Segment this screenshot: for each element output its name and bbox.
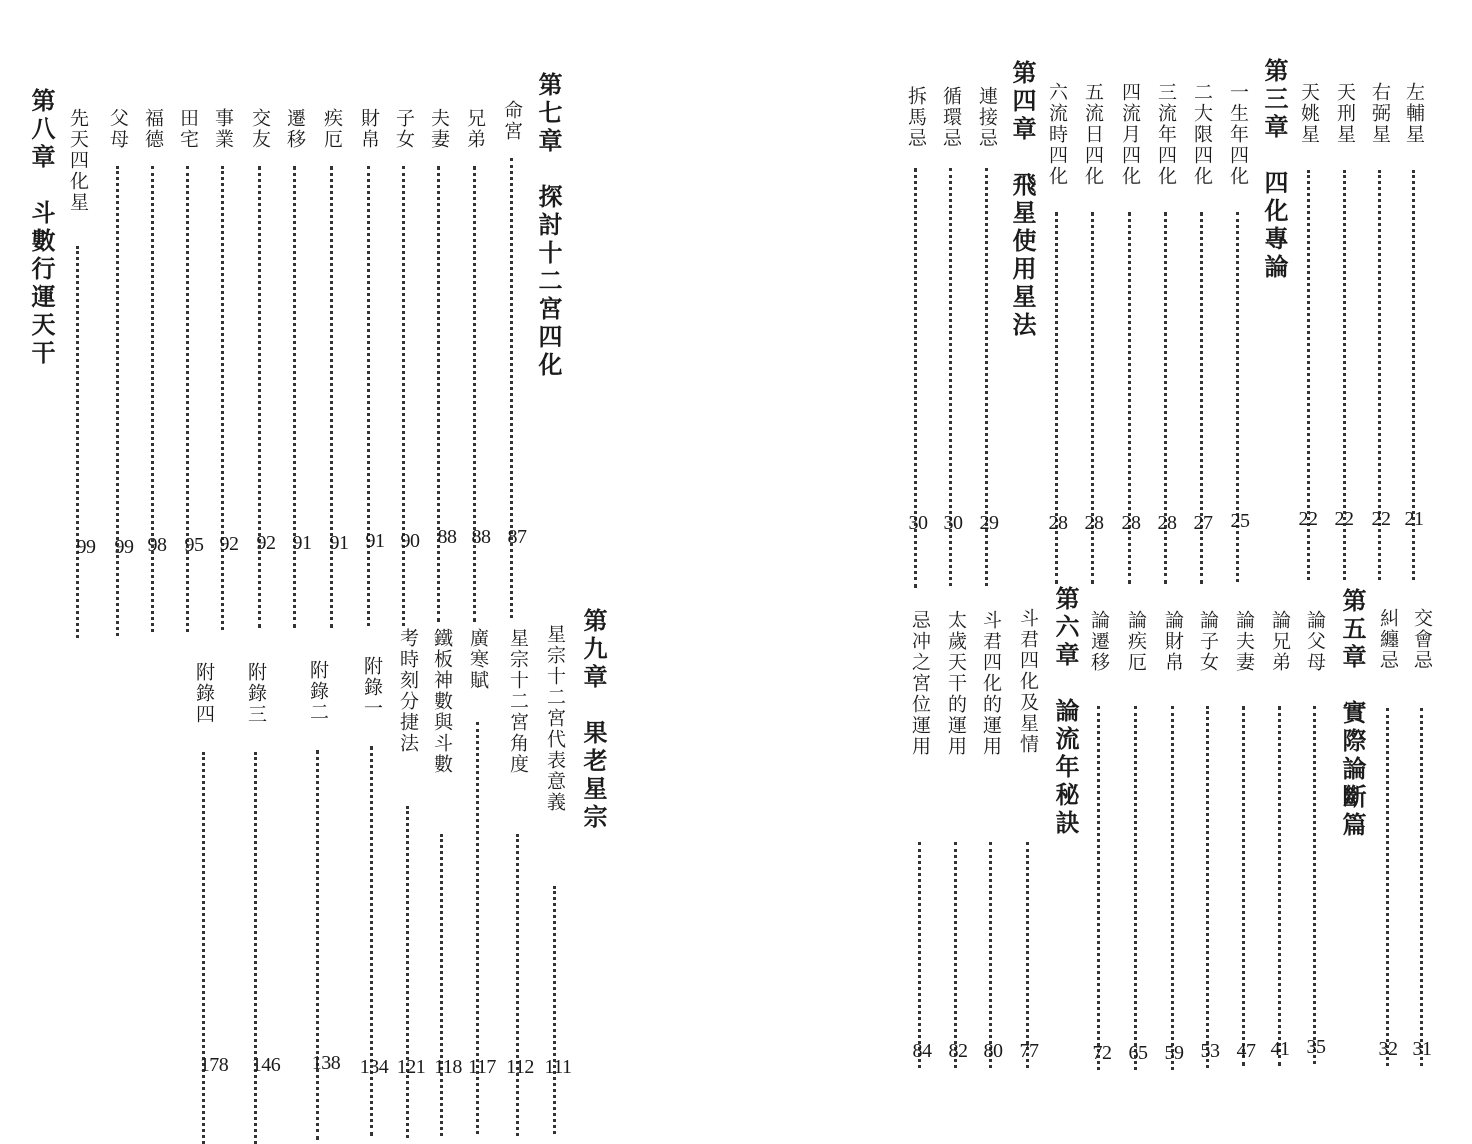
leader-dots (1386, 708, 1389, 1066)
toc-entry-label: 附錄三 (245, 662, 267, 725)
toc-page-number: 32 (1378, 1038, 1398, 1060)
leader-dots (293, 166, 296, 628)
toc-page-number: 28 (1084, 512, 1104, 534)
leader-dots (954, 842, 957, 1068)
toc-page-number: 84 (912, 1040, 932, 1062)
toc-entry-label: 天刑星 (1334, 82, 1356, 145)
leader-dots (367, 166, 370, 626)
toc-page-number: 22 (1371, 508, 1391, 530)
toc-entry-label: 財帛 (358, 108, 380, 150)
leader-dots (553, 886, 556, 1134)
toc-entry-label: 天姚星 (1298, 82, 1320, 145)
toc-page-number: 59 (1164, 1042, 1184, 1064)
toc-entry-label: 廣寒賦 (467, 628, 489, 691)
toc-page-number: 22 (1298, 508, 1318, 530)
toc-page-number: 134 (359, 1056, 389, 1078)
toc-entry-label: 三流年四化 (1155, 82, 1177, 187)
toc-page-number: 29 (979, 512, 999, 534)
toc-page-number: 117 (468, 1056, 496, 1078)
toc-entry-label: 一生年四化 (1227, 82, 1249, 187)
toc-page-number: 95 (184, 534, 204, 556)
toc-page-number: 88 (437, 526, 457, 548)
toc-entry-label: 附錄二 (307, 660, 329, 723)
toc-page-number: 35 (1306, 1036, 1326, 1058)
toc-quadrant-bottom-right: 忌冲之宮位運用 84 太歲天干的運用 82 斗君四化的運用 80 斗君四化及星情 77 第六章 論流年秘訣 論遷移 72 論疾厄 65 論財帛 59 論子女 53 論夫妻 47 論兄弟 41 論父母 35 第五章 實際論斷篇 糾纏忌 32 交會忌 31 (880, 570, 1472, 1090)
toc-page-number: 25 (1230, 510, 1250, 532)
toc-page-number: 53 (1200, 1040, 1220, 1062)
toc-page-number: 98 (147, 534, 167, 556)
toc-page-number: 88 (471, 526, 491, 548)
leader-dots (1134, 706, 1137, 1070)
leader-dots (1313, 706, 1316, 1064)
toc-page-number: 65 (1128, 1042, 1148, 1064)
toc-entry-label: 忌冲之宮位運用 (909, 610, 931, 757)
leader-dots (202, 752, 205, 1144)
leader-dots (1278, 706, 1281, 1066)
toc-entry-label: 附錄一 (361, 656, 383, 719)
toc-page-number: 91 (292, 532, 312, 554)
toc-page-number: 31 (1412, 1038, 1432, 1060)
leader-dots (221, 166, 224, 630)
leader-dots (473, 166, 476, 622)
toc-page-number: 28 (1157, 512, 1177, 534)
toc-page-number: 22 (1334, 508, 1354, 530)
toc-entry-label: 遷移 (284, 108, 306, 150)
toc-entry-label: 右弼星 (1369, 82, 1391, 145)
leader-dots (1171, 706, 1174, 1070)
toc-page-number: 41 (1270, 1038, 1290, 1060)
toc-page-number: 30 (908, 512, 928, 534)
toc-page-number: 121 (396, 1056, 426, 1078)
leader-dots (330, 166, 333, 628)
toc-entry-label: 事業 (212, 108, 234, 150)
leader-dots (316, 750, 319, 1140)
toc-quadrant-bottom-left: 附錄四 178 附錄三 146 附錄二 138 附錄一 134 考時刻分捷法 121 鐵板神數與斗數 118 廣寒賦 117 星宗十二宮角度 112 星宗十二宮代表意義 111 第九章 果老星宗 (0, 570, 640, 1090)
toc-entry-label: 斗君四化的運用 (980, 610, 1002, 757)
toc-entry-label: 星宗十二宮角度 (507, 628, 529, 775)
toc-entry-label: 論子女 (1197, 610, 1219, 673)
toc-quadrant-top-right: 拆馬忌 30 循環忌 30 連接忌 29 第四章 飛星使用星法 六流時四化 28 五流日四化 28 四流月四化 28 三流年四化 28 二大限四化 27 一生年四化 25 第三章 四化專論 天姚星 22 天刑星 22 右弼星 22 左輔星 21 (880, 0, 1472, 560)
toc-entry-label: 田宅 (177, 108, 199, 150)
toc-entry-label: 夫妻 (428, 108, 450, 150)
toc-entry-label: 論父母 (1304, 610, 1326, 673)
leader-dots (1242, 706, 1245, 1066)
toc-page-number: 91 (329, 532, 349, 554)
toc-entry-label: 循環忌 (940, 86, 962, 149)
toc-page-number: 92 (256, 532, 276, 554)
toc-entry-label: 論兄弟 (1269, 610, 1291, 673)
leader-dots (116, 166, 119, 636)
leader-dots (440, 834, 443, 1136)
toc-entry-label: 六流時四化 (1046, 82, 1068, 187)
toc-page-number: 178 (199, 1054, 229, 1076)
toc-entry-label: 命宮 (501, 100, 523, 142)
toc-page-number: 30 (943, 512, 963, 534)
leader-dots (1420, 708, 1423, 1066)
toc-entry-label: 連接忌 (976, 86, 998, 149)
toc-entry-label: 論夫妻 (1233, 610, 1255, 673)
toc-entry-label: 父母 (107, 108, 129, 150)
leader-dots (1026, 842, 1029, 1068)
toc-page-number: 91 (365, 530, 385, 552)
leader-dots (516, 834, 519, 1136)
toc-page-number: 99 (76, 536, 96, 558)
toc-page-number: 21 (1404, 508, 1424, 530)
toc-page-number: 111 (544, 1056, 572, 1078)
leader-dots (402, 166, 405, 626)
toc-entry-label: 左輔星 (1403, 82, 1425, 145)
toc-page-number: 77 (1019, 1040, 1039, 1062)
toc-page-number: 72 (1092, 1042, 1112, 1064)
toc-entry-label: 先天四化星 (67, 108, 89, 213)
toc-page-number: 28 (1048, 512, 1068, 534)
leader-dots (989, 842, 992, 1068)
toc-page-number: 146 (251, 1054, 281, 1076)
toc-entry-label: 交友 (249, 108, 271, 150)
leader-dots (918, 842, 921, 1068)
leader-dots (151, 166, 154, 632)
leader-dots (186, 166, 189, 632)
toc-entry-label: 星宗十二宮代表意義 (544, 624, 566, 813)
toc-entry-label: 糾纏忌 (1377, 608, 1399, 671)
leader-dots (254, 752, 257, 1144)
leader-dots (510, 158, 513, 618)
toc-page-number: 28 (1121, 512, 1141, 534)
toc-entry-label: 福德 (142, 108, 164, 150)
toc-entry-label: 論疾厄 (1125, 610, 1147, 673)
toc-entry-label: 二大限四化 (1191, 82, 1213, 187)
toc-page-number: 99 (114, 536, 134, 558)
toc-entry-label: 拆馬忌 (905, 86, 927, 149)
toc-page-number: 118 (434, 1056, 462, 1078)
toc-entry-label: 斗君四化及星情 (1017, 608, 1039, 755)
leader-dots (1206, 706, 1209, 1068)
toc-entry-label: 論遷移 (1088, 610, 1110, 673)
toc-page-number: 47 (1236, 1040, 1256, 1062)
toc-entry-label: 五流日四化 (1082, 82, 1104, 187)
toc-entry-label: 疾厄 (321, 108, 343, 150)
leader-dots (437, 166, 440, 622)
toc-page-number: 87 (507, 526, 527, 548)
toc-quadrant-top-left: 第八章 斗數行運天干 先天四化星 99 父母 99 福德 98 田宅 95 事業 92 交友 92 遷移 91 疾厄 91 財帛 91 子女 90 夫妻 88 兄弟 88 命宮 87 第七章 探討十二宮四化 (0, 0, 600, 570)
toc-entry-label: 兄弟 (464, 108, 486, 150)
leader-dots (258, 166, 261, 628)
toc-entry-label: 太歲天干的運用 (945, 610, 967, 757)
toc-page-number: 90 (400, 530, 420, 552)
leader-dots (406, 806, 409, 1138)
toc-entry-label: 四流月四化 (1119, 82, 1141, 187)
toc-entry-label: 子女 (393, 108, 415, 150)
toc-entry-label: 交會忌 (1411, 608, 1433, 671)
toc-page-number: 138 (311, 1052, 341, 1074)
toc-page-number: 82 (948, 1040, 968, 1062)
toc-entry-label: 考時刻分捷法 (397, 628, 419, 754)
toc-page-number: 27 (1193, 512, 1213, 534)
toc-entry-label: 附錄四 (193, 662, 215, 725)
toc-page-number: 92 (219, 533, 239, 555)
toc-page-number: 80 (983, 1040, 1003, 1062)
toc-page-number: 112 (506, 1056, 534, 1078)
leader-dots (1097, 706, 1100, 1070)
toc-entry-label: 論財帛 (1162, 610, 1184, 673)
toc-entry-label: 鐵板神數與斗數 (431, 628, 453, 775)
